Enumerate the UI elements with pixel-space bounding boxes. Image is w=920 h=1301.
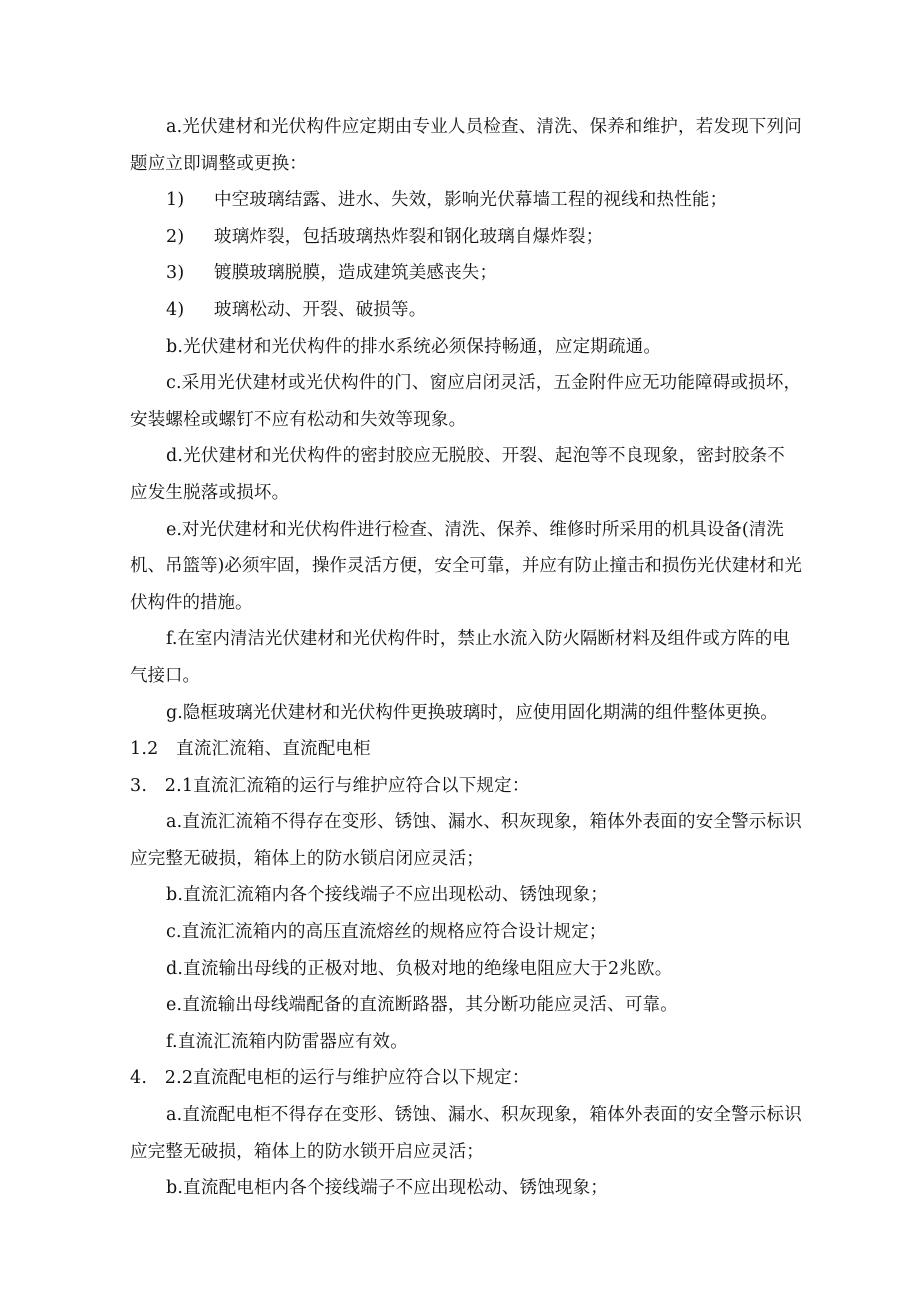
- list-text: 镀膜玻璃脱膜，造成建筑美感丧失；: [214, 263, 498, 284]
- list-item-2: [130, 219, 802, 256]
- list-item-4: [130, 292, 802, 329]
- document-body: [130, 109, 802, 1207]
- paragraph-cabinet-a: a.直流配电柜不得存在变形、锈蚀、漏水、积灰现象，箱体外表面的安全警示标识应完整无破损，箱体上的防水锁开启应灵活；: [130, 1105, 802, 1162]
- paragraph-combiner-b: b.直流汇流箱内各个接线端子不应出现松动、锈蚀现象；: [166, 885, 608, 906]
- paragraph-cabinet-b: b.直流配电柜内各个接线端子不应出现松动、锈蚀现象；: [166, 1178, 608, 1199]
- list-text: 中空玻璃结露、进水、失效，影响光伏幕墙工程的视线和热性能；: [214, 190, 728, 211]
- list-number: 4): [166, 299, 185, 320]
- paragraph-combiner-d: d.直流输出母线的正极对地、负极对地的绝缘电阻应大于2兆欧。: [166, 958, 673, 979]
- paragraph-e-equipment: e.对光伏建材和光伏构件进行检查、清洗、保养、维修时所采用的机具设备(清洗机、吊篮等)必须牢固，操作灵活方便，安全可靠，并应有防止撞击和损伤光伏建材和光伏构件的措施。: [130, 519, 802, 613]
- list-number: 3): [166, 263, 185, 284]
- list-item-3: [130, 255, 802, 292]
- list-number: 1): [166, 190, 185, 211]
- paragraph-combiner-a: a.直流汇流箱不得存在变形、锈蚀、漏水、积灰现象，箱体外表面的安全警示标识应完整无破损，箱体上的防水锁启闭应灵活；: [130, 812, 802, 869]
- paragraph-f-indoor-cleaning: f.在室内清洁光伏建材和光伏构件时，禁止水流入防火隔断材料及组件或方阵的电气接口。: [130, 629, 790, 686]
- paragraph-c-doors-windows: c.采用光伏建材或光伏构件的门、窗应启闭灵活，五金附件应无功能障碍或损坏，安装螺栓或螺钉不应有松动和失效等现象。: [130, 373, 802, 430]
- paragraph-a-inspection: a.光伏建材和光伏构件应定期由专业人员检查、清洗、保养和维护，若发现下列问题应立即调整或更换：: [130, 117, 802, 174]
- list-item-1: [130, 182, 802, 219]
- list-number: 2): [166, 226, 185, 247]
- list-text: 玻璃炸裂，包括玻璃热炸裂和钢化玻璃自爆炸裂；: [214, 226, 604, 247]
- paragraph-g-glass-replacement: g.隐框玻璃光伏建材和光伏构件更换玻璃时，应使用固化期满的组件整体更换。: [166, 702, 778, 723]
- paragraph-d-sealant: d.光伏建材和光伏构件的密封胶应无脱胶、开裂、起泡等不良现象，密封胶条不应发生脱落或损坏。: [130, 446, 785, 503]
- section-heading-1-2: 1.2 直流汇流箱、直流配电柜: [130, 739, 371, 760]
- paragraph-b-drainage: b.光伏建材和光伏构件的排水系统必须保持畅通，应定期疏通。: [166, 336, 662, 357]
- list-text: 玻璃松动、开裂、破损等。: [214, 299, 427, 320]
- paragraph-combiner-e: e.直流输出母线端配备的直流断路器，其分断功能应灵活、可靠。: [166, 995, 678, 1016]
- section-heading-3: 3. 2.1直流汇流箱的运行与维护应符合以下规定：: [130, 775, 530, 796]
- paragraph-combiner-f: f.直流汇流箱内防雷器应有效。: [166, 1031, 408, 1052]
- paragraph-combiner-c: c.直流汇流箱内的高压直流熔丝的规格应符合设计规定；: [166, 922, 607, 943]
- section-heading-4: 4. 2.2直流配电柜的运行与维护应符合以下规定：: [130, 1068, 530, 1089]
